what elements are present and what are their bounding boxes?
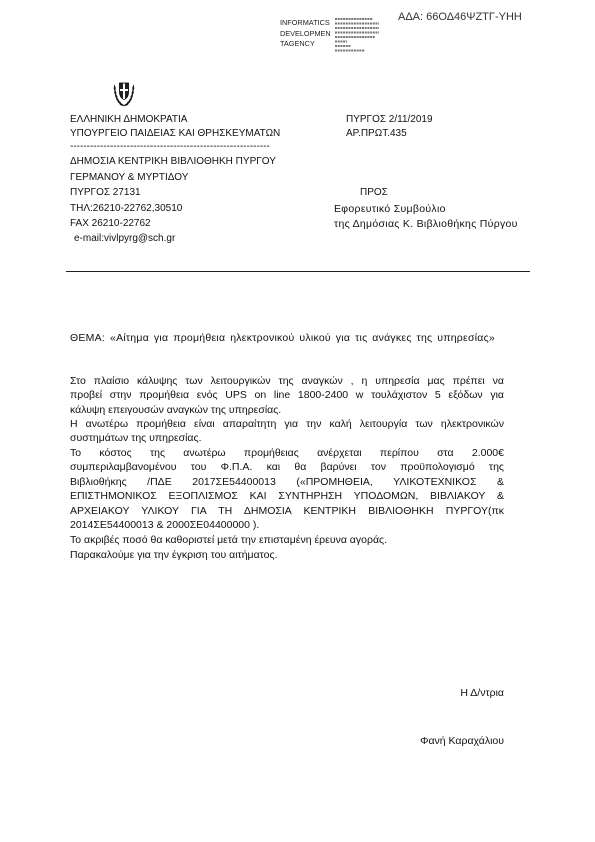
body-line-6: Το κόστος της ανωτέρω προμήθειας ανέρχεται περίπου στα 2.000€ xyxy=(70,447,504,459)
body-line-5: συστημάτων της υπηρεσίας. xyxy=(70,432,202,444)
library-name: ΓΕΡΜΑΝΟΥ & ΜΥΡΤΙΔΟΥ xyxy=(70,172,189,183)
ada-identifier: ΑΔΑ: 66ΟΔ46ΨΖΤΓ-ΥΗΗ xyxy=(398,11,522,23)
to-label: ΠΡΟΣ xyxy=(360,187,388,198)
signatory-name: Φανή Καραχάλιου xyxy=(420,735,504,747)
signatory-title: Η Δ/ντρια xyxy=(460,687,504,699)
body-line-12: Το ακριβές ποσό θα καθοριστεί μετά την επισταμένη έρευνα αγοράς. xyxy=(70,534,387,546)
body-line-10: ΑΡΧΕΙΑΚΟΥ ΥΛΙΚΟΥ ΓΙΑ ΤΗ ΔΗΜΟΣΙΑ ΚΕΝΤΡΙΚΗ ΒΙΒΛΙΟΘΗΚΗ ΠΥΡΓΟΥ(πκ xyxy=(70,505,504,517)
stamp-details-lines xyxy=(335,17,383,57)
country-heading: ΕΛΛΗΝΙΚΗ ΔΗΜΟΚΡΑΤΙΑ xyxy=(70,114,188,125)
body-line-11: 2014ΣΕ54400013 & 2000ΣΕ04400000 ). xyxy=(70,519,260,531)
digital-signature-stamp xyxy=(280,18,331,50)
header-divider: ------------------------------------------------------------ xyxy=(70,141,270,152)
body-line-3: κάλυψη επειγουσών αναγκών της υπηρεσίας. xyxy=(70,404,282,416)
body-line-13: Παρακαλούμε για την έγκριση του αιτήματος. xyxy=(70,549,278,561)
protocol-number: ΑΡ.ΠΡΩΤ.435 xyxy=(346,128,407,139)
stamp-issuer-line-3: TAGENCY xyxy=(280,39,315,48)
ministry-heading: ΥΠΟΥΡΓΕΙΟ ΠΑΙΔΕΙΑΣ ΚΑΙ ΘΡΗΣΚΕΥΜΑΤΩΝ xyxy=(70,128,281,139)
stamp-issuer-line-2: DEVELOPMEN xyxy=(280,28,331,38)
phone-number: ΤΗΛ:26210-22762,30510 xyxy=(70,203,183,214)
library-heading: ΔΗΜΟΣΙΑ ΚΕΝΤΡΙΚΗ ΒΙΒΛΙΟΘΗΚΗ ΠΥΡΓΟΥ xyxy=(70,156,276,167)
stamp-issuer-line-1: INFORMATICS xyxy=(280,18,330,27)
place-date: ΠΥΡΓΟΣ 2/11/2019 xyxy=(346,114,433,125)
subject-line: ΘΕΜΑ: «Αίτημα για προμήθεια ηλεκτρονικού υλικού για τις ανάγκες της υπηρεσίας» xyxy=(70,332,495,344)
body-line-2: προβεί στην προμήθεια ενός UPS on line 1800-2400 w τουλάχιστον 5 εξόδων για xyxy=(70,389,504,401)
greek-coat-of-arms-icon xyxy=(112,77,136,108)
body-line-7: συμπεριλαμβανομένου του Φ.Π.Α. και θα βαρύνει τον προϋπολογισμό της xyxy=(70,461,504,473)
body-line-8: Βιβλιοθήκης /ΠΔΕ 2017ΣΕ54400013 («ΠΡΟΜΗΘΕΙΑ, ΥΛΙΚΟΤΕΧΝΙΚΟΣ & xyxy=(70,476,504,488)
recipient-line-2: της Δημόσιας Κ. Βιβλιοθήκης Πύργου xyxy=(334,218,518,230)
horizontal-rule xyxy=(66,271,530,272)
recipient-line-1: Εφορευτικό Συμβούλιο xyxy=(334,203,446,215)
city-postcode: ΠΥΡΓΟΣ 27131 xyxy=(70,187,141,198)
email-address: e-mail:vivlpyrg@sch.gr xyxy=(74,233,176,244)
body-line-9: ΕΠΙΣΤΗΜΟΝΙΚΟΣ ΕΞΟΠΛΙΣΜΟΣ ΚΑΙ ΣΥΝΤΗΡΗΣΗ ΥΠΟΔΟΜΩΝ, ΒΙΒΛΙΑΚΟΥ & xyxy=(70,490,504,502)
fax-number: FAX 26210-22762 xyxy=(70,218,151,229)
body-line-1: Στο πλαίσιο κάλυψης των λειτουργικών της αναγκών , η υπηρεσία μας πρέπει να xyxy=(70,375,504,387)
body-line-4: Η ανωτέρω προμήθεια είναι απαραίτητη για την καλή λειτουργία των ηλεκτρονικών xyxy=(70,418,504,430)
